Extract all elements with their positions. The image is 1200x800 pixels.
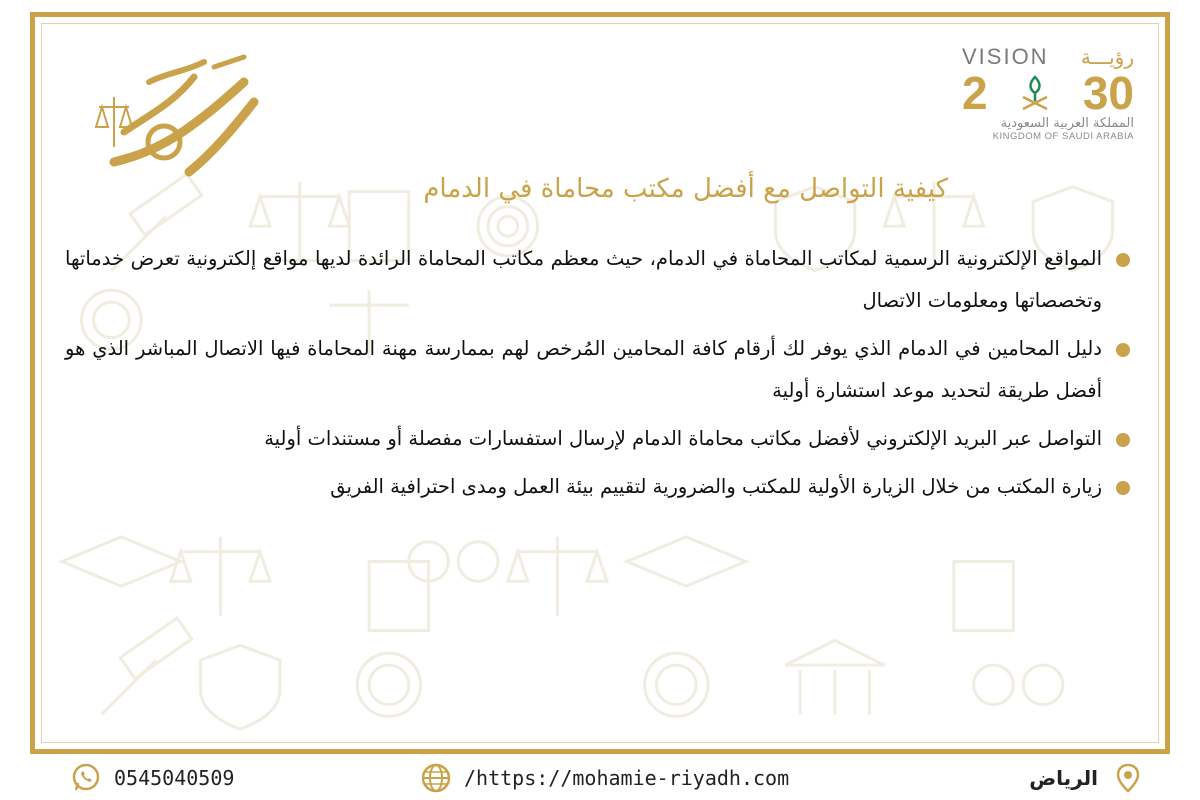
scales-icon: [508, 537, 607, 616]
kingdom-name-ar: المملكة العربية السعودية: [1000, 116, 1134, 131]
location-name: الرياض: [1029, 766, 1098, 790]
graduation-cap-icon: [62, 537, 181, 586]
gavel-icon: [101, 618, 191, 714]
vision-text-ar: رؤيـــة: [1080, 45, 1134, 69]
handcuffs-icon: [974, 665, 1063, 704]
vision-year-left: 2: [962, 67, 988, 119]
law-book-icon: [369, 562, 428, 631]
list-item-text: دليل المحامين في الدمام الذي يوفر لك أرقام كافة المحامين المُرخص لهم بممارسة مهنة المحاماة فيها الاتصال المباشر الذي هو أفضل طريقة لتحديد موعد استشارة أولية: [65, 337, 1102, 402]
bullet-dot: [1116, 481, 1130, 495]
law-book-icon: [954, 562, 1013, 631]
globe-icon: [420, 762, 452, 794]
scales-icon: [171, 537, 270, 616]
graduation-cap-icon: [627, 537, 746, 586]
bullet-dot: [1116, 433, 1130, 447]
footer-phone[interactable]: [70, 762, 234, 794]
vision-text: VISION: [962, 44, 1049, 69]
list-item: [65, 466, 1130, 508]
list-item-text: المواقع الإلكترونية الرسمية لمكاتب المحاماة في الدمام، حيث معظم مكاتب المحاماة الرائدة لديها مواقع إلكترونية تعرض خدماتها وتخصصاتها ومعلومات الاتصال: [65, 247, 1102, 312]
whatsapp-icon: [70, 762, 102, 794]
website-url: /https://mohamie-riyadh.com: [464, 766, 790, 790]
frame-inner: [41, 23, 1159, 743]
content-frame: [30, 12, 1170, 754]
badge-icon: [201, 645, 280, 729]
vision-2030-logo: [962, 44, 1134, 144]
footer-location: [1029, 762, 1144, 794]
calligraphy-logo: [94, 42, 264, 182]
footer-bar: [0, 758, 1200, 800]
phone-number: 0545040509: [114, 766, 235, 790]
page-title: كيفية التواصل مع أفضل مكتب محاماة في الدمام: [423, 174, 948, 204]
map-pin-icon: [1112, 762, 1144, 794]
bullet-dot: [1116, 343, 1130, 357]
kingdom-name-en: KINGDOM OF SAUDI ARABIA: [992, 131, 1134, 142]
vision-year-right: 30: [1082, 67, 1134, 119]
saudi-emblem-icon: [1015, 73, 1055, 113]
fingerprint-icon: [645, 653, 708, 716]
fingerprint-icon: [357, 653, 420, 716]
list-item: [65, 418, 1130, 460]
list-item: [65, 328, 1130, 412]
footer-website[interactable]: [420, 762, 789, 794]
contact-methods-list: [65, 238, 1130, 514]
courthouse-icon: [785, 640, 884, 714]
bullet-dot: [1116, 253, 1130, 267]
list-item-text: التواصل عبر البريد الإلكتروني لأفضل مكاتب محاماة الدمام لإرسال استفسارات مفصلة أو مستندات أولية: [264, 427, 1102, 450]
list-item: [65, 238, 1130, 322]
list-item-text: زيارة المكتب من خلال الزيارة الأولية للمكتب والضرورية لتقييم بيئة العمل ومدى احترافية الفريق: [330, 475, 1102, 498]
